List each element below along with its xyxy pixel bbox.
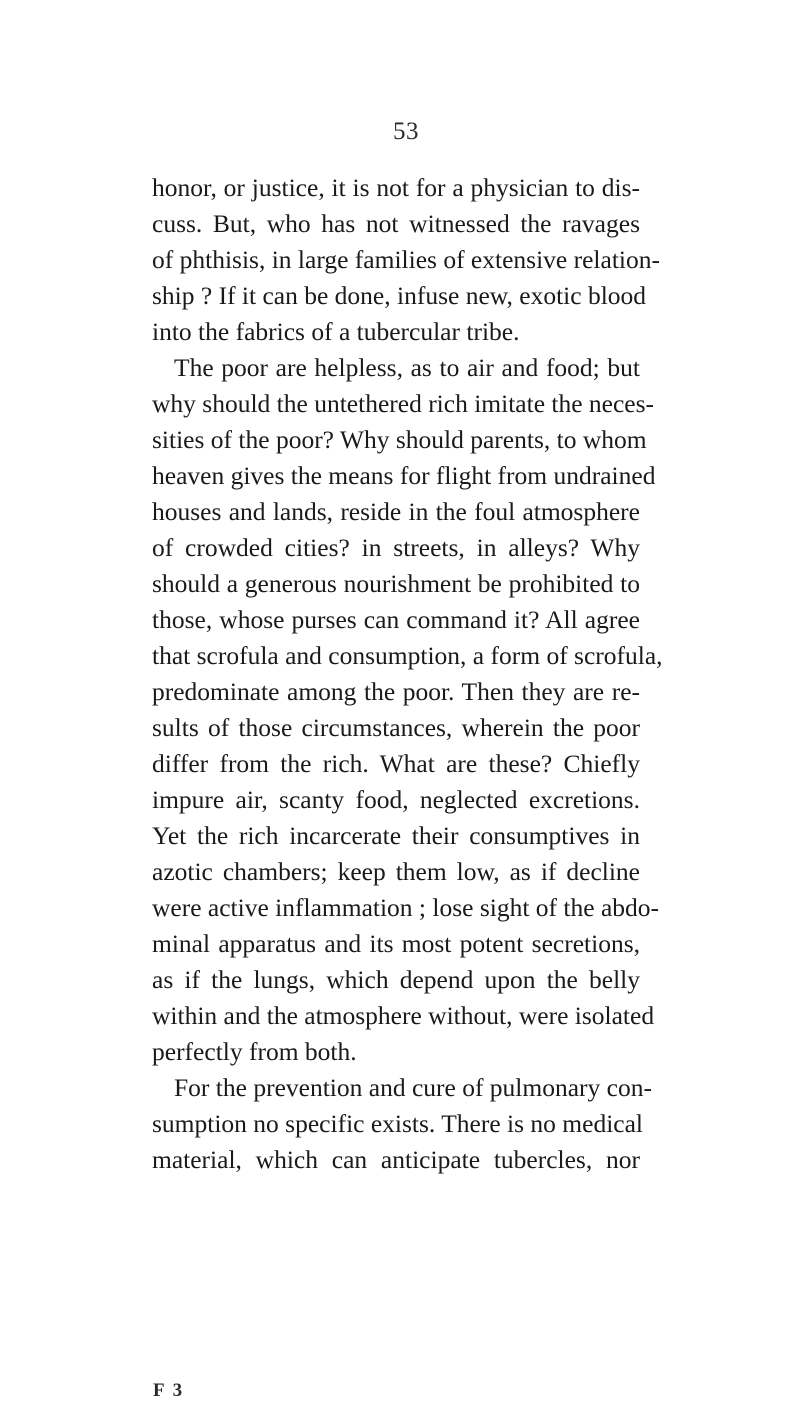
- text-line: The poor are helpless, as to air and food; but: [174, 353, 640, 382]
- text-line: should a generous nourishment be prohibited to: [152, 569, 640, 598]
- text-line: For the prevention and cure of pulmonary con-: [174, 1073, 652, 1102]
- text-line: those, whose purses can command it? All agree: [152, 605, 640, 634]
- text-line: ship ? If it can be done, infuse new, exotic blood: [152, 281, 647, 310]
- text-line: as if the lungs, which depend upon the belly: [152, 965, 640, 994]
- text-line: impure air, scanty food, neglected excretions.: [152, 785, 640, 814]
- text-line: were active inflammation ; lose sight of the abdo-: [152, 893, 660, 922]
- text-line: houses and lands, reside in the foul atmosphere: [152, 497, 640, 526]
- text-line: sities of the poor? Why should parents, to whom: [152, 425, 647, 454]
- text-line: why should the untethered rich imitate the neces-: [152, 389, 655, 418]
- text-line: sumption no specific exists. There is no medical: [152, 1109, 644, 1138]
- text-line: that scrofula and consumption, a form of scrofula,: [152, 641, 663, 670]
- text-line: material, which can anticipate tubercles, nor: [152, 1145, 640, 1174]
- text-line: Yet the rich incarcerate their consumptives in: [152, 821, 640, 850]
- text-line: honor, or justice, it is not for a physician to dis-: [152, 173, 640, 202]
- text-line: into the fabrics of a tubercular tribe.: [152, 317, 520, 346]
- text-line: differ from the rich. What are these? Chiefly: [152, 749, 640, 778]
- body-text: [152, 170, 663, 1178]
- text-line: of crowded cities? in streets, in alleys? Why: [152, 533, 640, 562]
- text-line: heaven gives the means for flight from undrained: [152, 461, 656, 490]
- text-line: perfectly from both.: [152, 1037, 357, 1066]
- text-line: minal apparatus and its most potent secretions,: [152, 929, 640, 958]
- text-line: azotic chambers; keep them low, as if decline: [152, 857, 640, 886]
- page-number: 53: [393, 118, 419, 145]
- text-line: predominate among the poor. Then they are re-: [152, 677, 640, 706]
- text-line: cuss. But, who has not witnessed the ravages: [152, 209, 640, 238]
- text-line: sults of those circumstances, wherein the poor: [152, 713, 640, 742]
- text-line: of phthisis, in large families of extensive relation-: [152, 245, 660, 274]
- text-line: within and the atmosphere without, were isolated: [152, 1001, 655, 1030]
- signature-mark: F 3: [153, 1380, 185, 1401]
